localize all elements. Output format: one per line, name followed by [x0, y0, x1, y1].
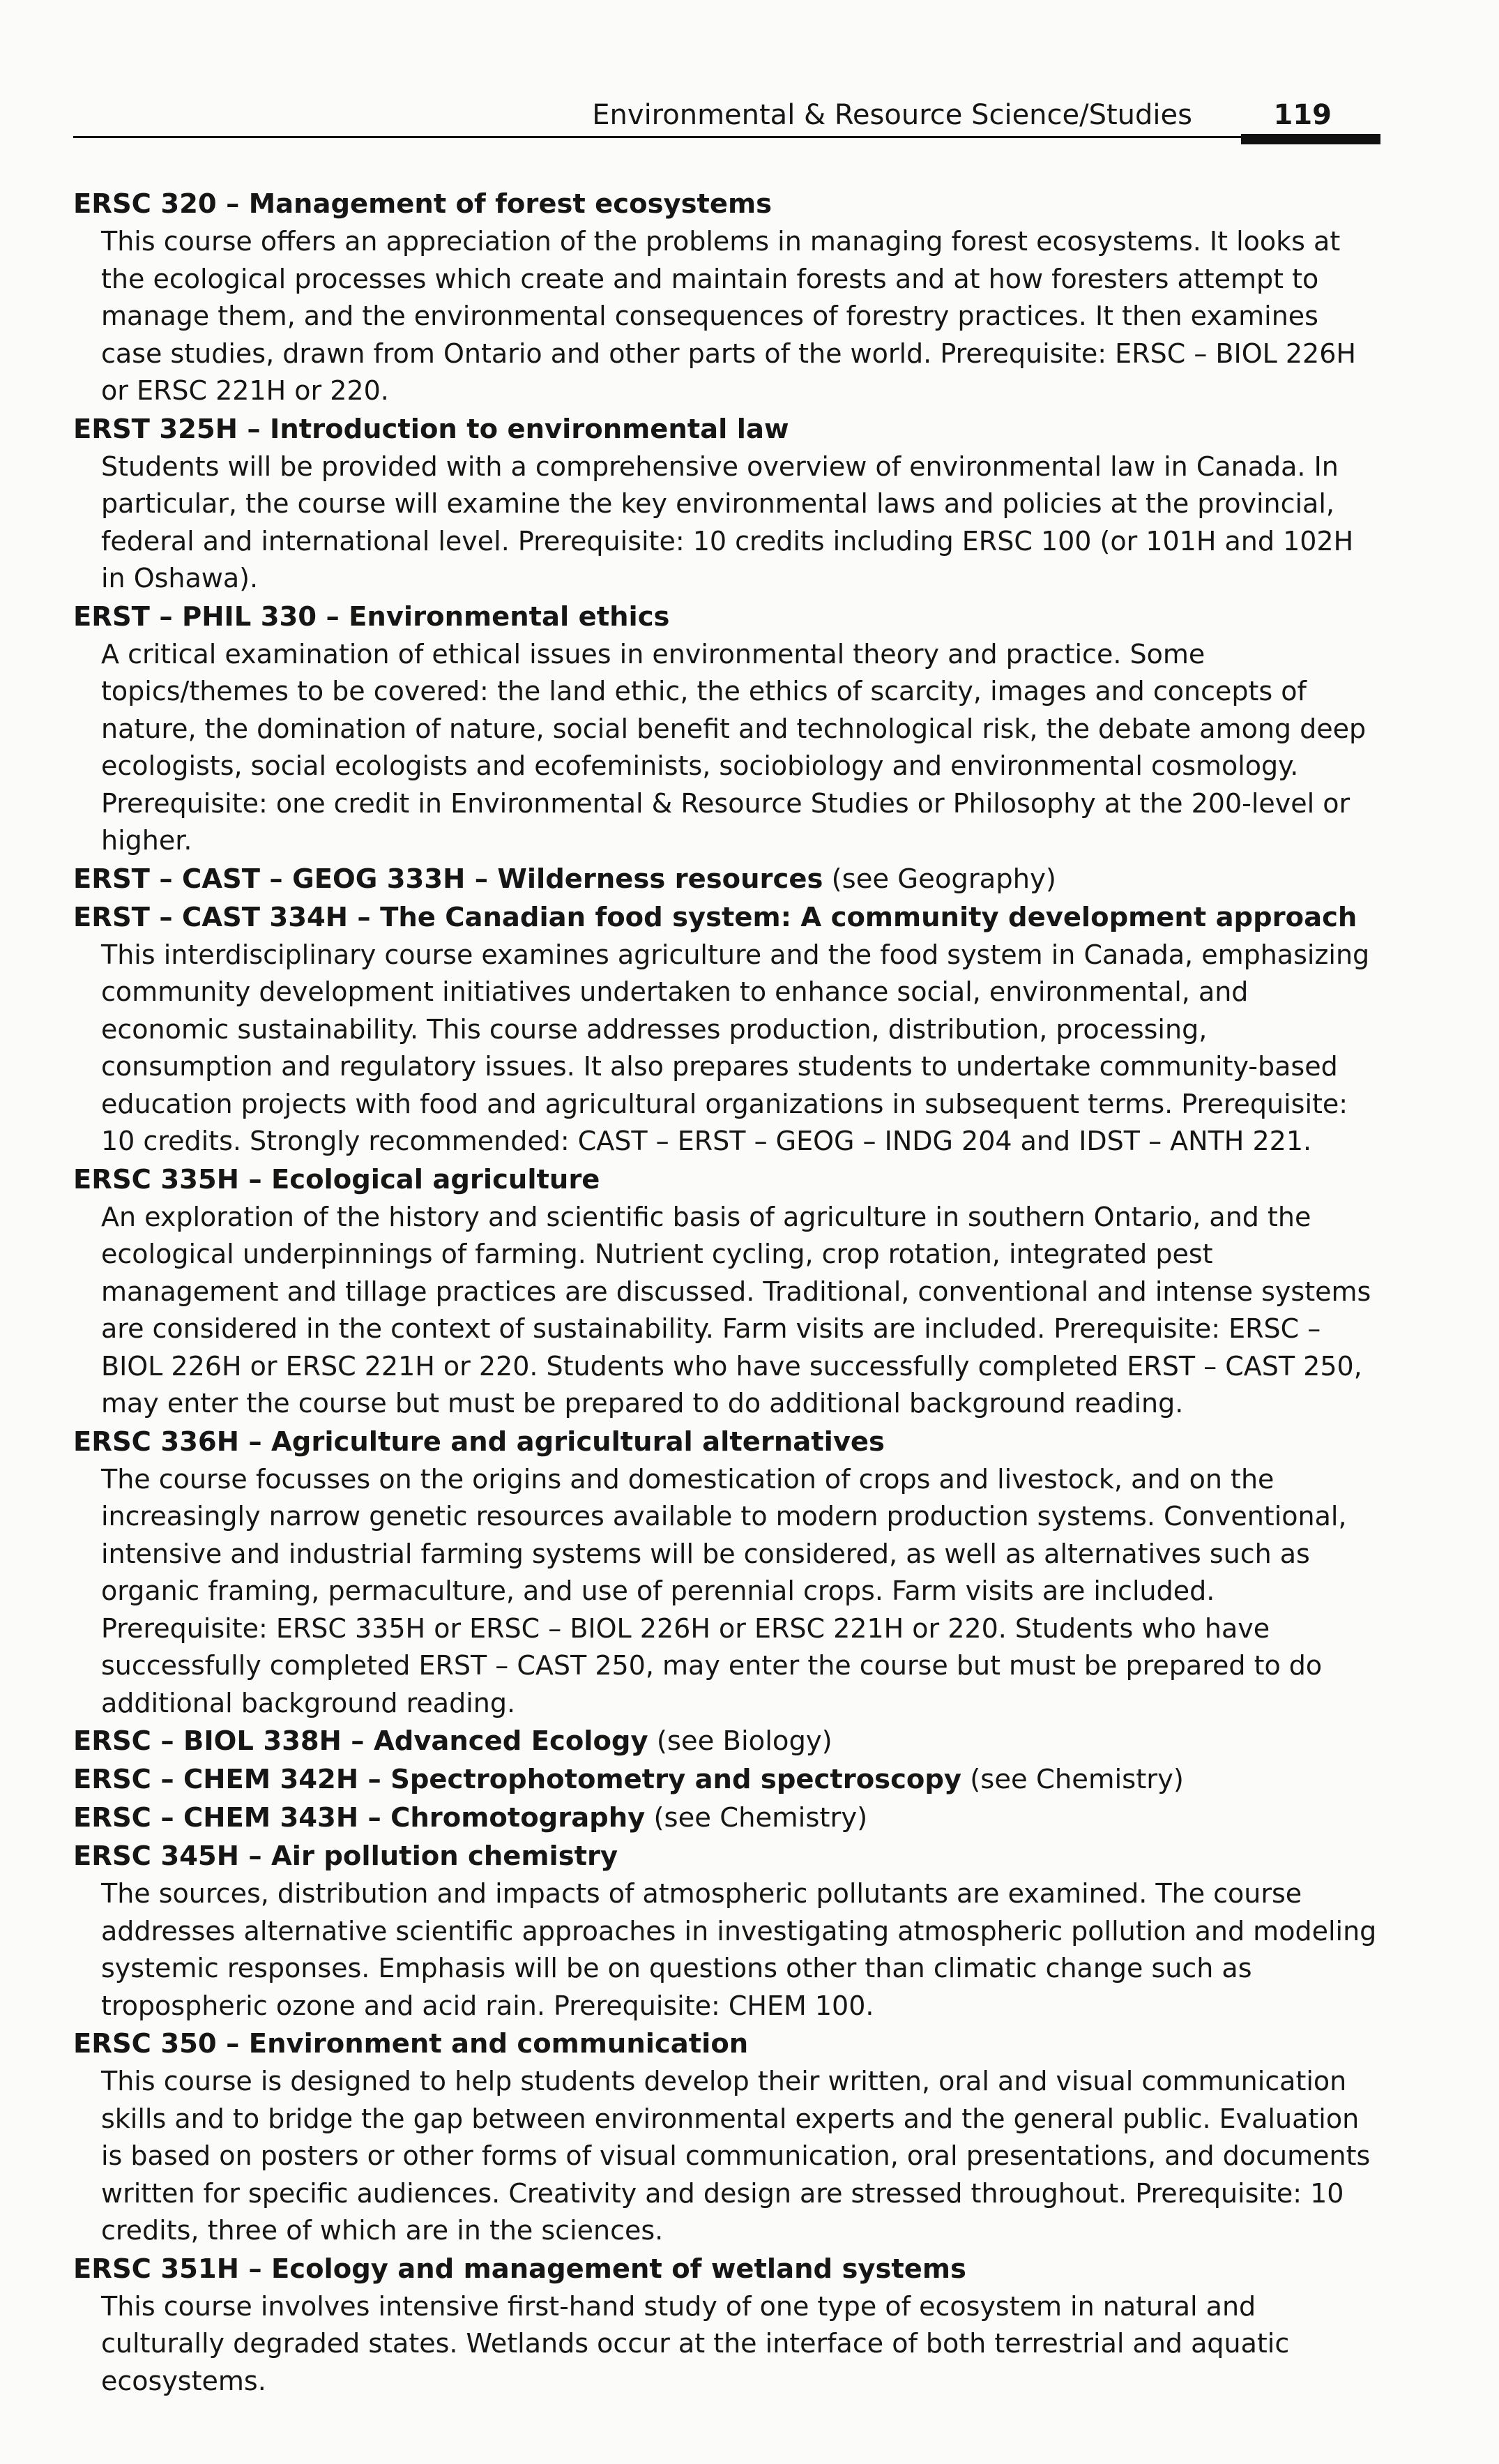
- course-entry: [73, 598, 1384, 860]
- course-heading: [73, 2025, 1384, 2063]
- running-header-title: Environmental & Resource Science/Studies: [592, 99, 1192, 131]
- course-code: ERST – CAST 334H: [73, 901, 349, 933]
- course-code: ERSC 350: [73, 2028, 217, 2059]
- course-code: ERST – CAST – GEOG 333H: [73, 863, 466, 895]
- course-heading: [73, 860, 1384, 898]
- course-title: Ecological agriculture: [271, 1163, 600, 1195]
- course-code: ERSC 345H: [73, 1841, 239, 1872]
- course-entry: [73, 410, 1384, 598]
- course-description: A critical examination of ethical issues in environmental theory and practice. Some topics/themes to be covered: the land ethic, the ethics of scarcity, images and concepts of nature, the domination of nature, social benefit and technological risk, the debate among deep ecologists, social ecologists and ecofeminists, sociobiology and environmental cosmology. Prerequisite: one credit in Environmental & Resource Studies or Philosophy at the 200-level or higher.: [101, 638, 1367, 856]
- course-description: The sources, distribution and impacts of atmospheric pollutants are examined. The course addresses alternative scientific approaches in investigating atmospheric pollution and modeling systemic responses. Emphasis will be on questions other than climatic change such as tropospheric ozone and acid rain. Prerequisite: CHEM 100.: [101, 1878, 1377, 2021]
- course-code: ERSC 320: [73, 188, 217, 220]
- cross-reference-note: (see Chemistry): [653, 1802, 868, 1834]
- course-title: Environment and communication: [248, 2028, 749, 2059]
- page-number: 119: [1273, 99, 1332, 131]
- course-code: ERSC – CHEM 343H: [73, 1802, 359, 1834]
- course-description: An exploration of the history and scientific basis of agriculture in southern Ontario, and the ecological underpinnings of farming. Nutrient cycling, crop rotation, integrated pest management and tillage practices are discussed. Traditional, conventional and intense systems are considered in the context of sustainability. Farm visits are included. Prerequisite: ERSC – BIOL 226H or ERSC 221H or 220. Students who have successfully completed ERST – CAST 250, may enter the course but must be prepared to do additional background reading.: [101, 1201, 1371, 1419]
- course-title: Spectrophotometry and spectroscopy: [390, 1764, 962, 1795]
- course-title: Air pollution chemistry: [271, 1841, 618, 1872]
- course-entry: [73, 1423, 1384, 1723]
- course-title: Agriculture and agricultural alternatives: [271, 1426, 885, 1458]
- course-description: This interdisciplinary course examines agriculture and the food system in Canada, emphasizing community development initiatives undertaken to enhance social, environmental, and economic sustainability. This course addresses production, distribution, processing, consumption and regulatory issues. It also prepares students to undertake community-based education projects with food and agricultural organizations in subsequent terms. Prerequisite: 10 credits. Strongly recommended: CAST – ERST – GEOG – INDG 204 and IDST – ANTH 221.: [101, 939, 1370, 1156]
- course-code: ERSC – BIOL 338H: [73, 1725, 342, 1757]
- course-code: ERST – PHIL 330: [73, 600, 317, 633]
- cross-reference-note: (see Chemistry): [970, 1764, 1184, 1795]
- course-code: ERSC 335H: [73, 1163, 239, 1195]
- heading-separator: –: [238, 2253, 271, 2285]
- course-heading: [73, 185, 1384, 223]
- heading-separator: –: [317, 600, 349, 633]
- course-description: Students will be provided with a comprehensive overview of environmental law in Canada. In particular, the course will examine the key environmental laws and policies at the provincial, federal and international level. Prerequisite: 10 credits including ERSC 100 (or 101H and 102H in Oshawa).: [101, 451, 1354, 594]
- course-heading: [73, 1760, 1384, 1799]
- cross-reference-note: (see Geography): [831, 863, 1056, 895]
- course-heading: [73, 898, 1384, 937]
- course-code: ERSC – CHEM 342H: [73, 1764, 359, 1795]
- course-heading: [73, 1423, 1384, 1461]
- course-heading: [73, 1837, 1384, 1875]
- course-code: ERST 325H: [73, 413, 238, 445]
- course-title: Wilderness resources: [497, 863, 823, 895]
- course-heading: [73, 2250, 1384, 2288]
- course-heading: [73, 1161, 1384, 1199]
- course-description: This course offers an appreciation of the problems in managing forest ecosystems. It looks at the ecological processes which create and maintain forests and at how foresters attempt to manage them, and the environmental consequences of forestry practices. It then examines case studies, drawn from Ontario and other parts of the world. Prerequisite: ERSC – BIOL 226H or ERSC 221H or 220.: [101, 226, 1356, 406]
- course-list: [73, 185, 1384, 2400]
- course-entry: [73, 1837, 1384, 2025]
- heading-separator: –: [348, 901, 381, 933]
- course-entry: [73, 898, 1384, 1161]
- heading-separator: –: [358, 1802, 391, 1834]
- course-code: ERSC 336H: [73, 1426, 239, 1458]
- course-title: Chromotography: [390, 1802, 646, 1834]
- header-bar: [1241, 134, 1380, 144]
- course-heading: [73, 598, 1384, 636]
- course-title: Introduction to environmental law: [270, 413, 789, 445]
- course-heading: [73, 1799, 1384, 1837]
- course-title: Management of forest ecosystems: [248, 188, 773, 220]
- course-entry: [73, 1799, 1384, 1837]
- cross-reference-note: (see Biology): [656, 1725, 832, 1757]
- course-entry: [73, 1722, 1384, 1760]
- course-entry: [73, 1161, 1384, 1423]
- course-code: ERSC 351H: [73, 2253, 239, 2285]
- heading-separator: –: [216, 188, 249, 220]
- course-heading: [73, 410, 1384, 448]
- heading-separator: –: [465, 863, 498, 895]
- course-title: Advanced Ecology: [373, 1725, 648, 1757]
- heading-separator: –: [216, 2028, 249, 2059]
- heading-separator: –: [237, 413, 270, 445]
- course-entry: [73, 860, 1384, 898]
- course-description: This course involves intensive first-hand study of one type of ecosystem in natural and culturally degraded states. Wetlands occur at the interface of both terrestrial and aquatic ecosystems.: [101, 2290, 1290, 2396]
- course-description: This course is designed to help students develop their written, oral and visual communication skills and to bridge the gap between environmental experts and the general public. Evaluation is based on posters or other forms of visual communication, oral presentations, and documents written for specific audiences. Creativity and design are stressed throughout. Prerequisite: 10 credits, three of which are in the sciences.: [101, 2066, 1371, 2246]
- course-title: The Canadian food system: A community development approach: [380, 901, 1357, 933]
- course-entry: [73, 1760, 1384, 1799]
- course-title: Ecology and management of wetland systems: [271, 2253, 966, 2285]
- heading-separator: –: [238, 1163, 271, 1195]
- header-rule: [73, 136, 1380, 138]
- heading-separator: –: [238, 1841, 271, 1872]
- course-entry: [73, 2025, 1384, 2250]
- course-description: The course focusses on the origins and domestication of crops and livestock, and on the increasingly narrow genetic resources available to modern production systems. Conventional, intensive and industrial farming systems will be considered, as well as alternatives such as organic framing, permaculture, and use of perennial crops. Farm visits are included. Prerequisite: ERSC 335H or ERSC – BIOL 226H or ERSC 221H or 220. Students who have successfully completed ERST – CAST 250, may enter the course but must be prepared to do additional background reading.: [101, 1463, 1347, 1718]
- heading-separator: –: [358, 1764, 391, 1795]
- course-entry: [73, 185, 1384, 410]
- heading-separator: –: [341, 1725, 374, 1757]
- course-entry: [73, 2250, 1384, 2401]
- course-heading: [73, 1722, 1384, 1760]
- heading-separator: –: [238, 1426, 271, 1458]
- course-title: Environmental ethics: [349, 600, 670, 633]
- page-header: [73, 98, 1380, 146]
